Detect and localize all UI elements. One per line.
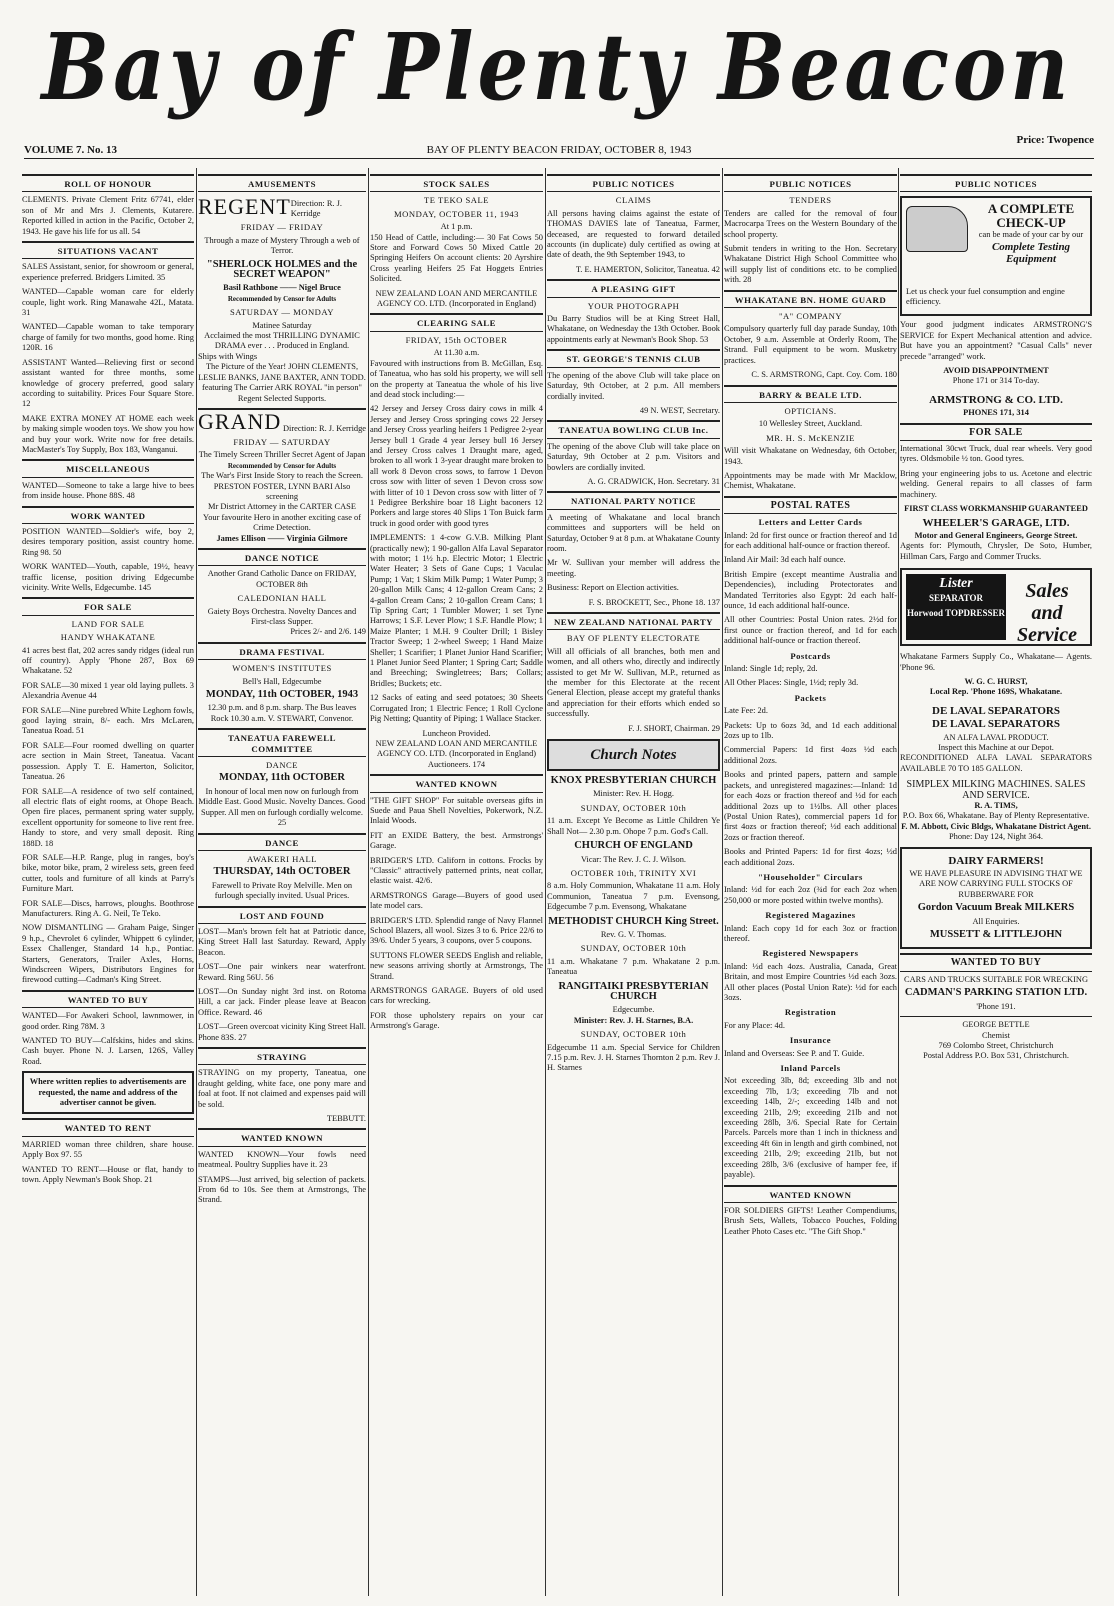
section-heading: MISCELLANEOUS — [22, 459, 194, 477]
ad: NOW DISMANTLING — Graham Paige, Singer 9 h.p., Chevrolet 6 cylinder, Whippett 6 cylinder, Essex Challenger, Standard 14 h.p., Pontiac. Starters, Generators, Trailer Axles, Horns, Windscreen Wipers, Distributors Engines for firewood cutting—Cadman's King Street. — [22, 923, 194, 985]
column-stock-sales — [370, 170, 543, 1595]
column-rule — [898, 168, 899, 1596]
line: Phone 171 or 314 To-day. — [952, 376, 1040, 386]
section-heading: SITUATIONS VACANT — [22, 241, 194, 259]
line: T. E. HAMERTON, Solicitor, Taneatua. 42 — [575, 264, 720, 274]
rate: Not exceeding 3lb, 8d; exceeding 3lb and not exceeding 7lb, 1/3; exceeding 7lb and not exceeding 14lb, 2/-; exceeding 14lb and not exceeding 21lb, 2/9; exceeding 21lb and not exceeding 28lb, 3/6. Special Rate for Certain Parcels. Parcels more than 1 inch in thickness and exceeding 4ft 6in in length and girth combined, not exceeding 21lb, 2/9; exceeding 21lb, but not exceeding 28lb, 3/6 (exclusive of hamper fee, if payable). — [724, 1076, 897, 1180]
line: "A" COMPANY — [778, 311, 843, 322]
rate: Books and Printed Papers: 1d for first 4ozs; ½d each additional 2ozs. — [724, 847, 897, 867]
rate: Inland: ½d for each 2oz (¾d for each 2oz when 250,000 or more posted within twelve months). — [724, 885, 897, 905]
rate: Inland: 2d for first ounce or fraction thereof and 1d for each additional half-ounce or fraction thereof. — [724, 530, 897, 550]
ad: FOR SALE—H.P. Range, plug in ranges, boy's bike, motor bike, pram, 2 wireless sets, green feed cutter, tools and furniture of all kinds at Parry's Furniture Mart. — [22, 852, 194, 894]
column-public-notices — [547, 170, 720, 1595]
line: Through a maze of Mystery Through a web of Terror. — [204, 235, 360, 256]
rate: Late Fee: 2d. — [724, 706, 768, 716]
ad-headline: SIMPLEX MILKING MACHINES. SALES AND SERVICE. — [906, 779, 1086, 801]
ad: SALES Assistant, senior, for showroom or general, experience preferred. Bridgers Limited. 35 — [22, 262, 194, 282]
rate: All other Countries: Postal Union rates. 2½d for first ounce or fraction thereof, and 1d for each additional half-ounce or fraction thereof. — [724, 615, 897, 646]
subheading: Registered Magazines — [765, 910, 856, 921]
ad: FOR those upholstery repairs on your car Armstrong's Garage. — [370, 1010, 543, 1031]
film-title: "SHERLOCK HOLMES and the SECRET WEAPON" — [206, 258, 358, 281]
line: Let us check your fuel consumption and engine efficiency. — [906, 286, 1065, 307]
line: Vicar: The Rev. J. C. J. Wilson. — [580, 854, 687, 864]
ad: Bring your engineering jobs to us. Acetone and electric welding. General repairs to all classes of farm machinery. — [900, 468, 1092, 499]
section-heading: CLEARING SALE — [370, 313, 543, 331]
ad: Whakatane Farmers Supply Co., Whakatane— Agents. 'Phone 96. — [900, 652, 1092, 672]
line: Prices 2/- and 2/6. 149 — [290, 627, 366, 637]
line: OCTOBER 10th, TRINITY XVI — [570, 867, 697, 878]
ad: BRIDGER'S LTD. Splendid range of Navy Flannel School Blazers, all wool. Sizes 3 to 6. Price 22/6 to 39/6. Under 5 years, 3 coupons, over 5 coupons. — [370, 915, 543, 946]
section-heading: NEW ZEALAND NATIONAL PARTY — [547, 612, 720, 630]
volume-number: VOLUME 7. No. 13 — [24, 144, 117, 156]
line: DANCE — [265, 760, 299, 771]
line: The War's First Inside Story to reach the Screen. PRESTON FOSTER, LYNN BARI Also screening — [201, 471, 363, 501]
section-heading: ST. GEORGE'S TENNIS CLUB — [547, 349, 720, 367]
ad: WANTED KNOWN—Your fowls need meatmeal. Poultry Supplies have it. 23 — [198, 1149, 366, 1170]
subheading: LAND FOR SALE — [71, 618, 145, 629]
section-heading: PUBLIC NOTICES — [724, 174, 897, 192]
subheading: "Householder" Circulars — [758, 871, 863, 882]
line: MONDAY, 11th OCTOBER — [219, 772, 345, 784]
line: A. G. CRADWICK, Hon. Secretary. 31 — [587, 476, 720, 486]
ad: MAKE EXTRA MONEY AT HOME each week by making simple wooden toys. We show you how and buy your work. Write now for free details. MacMaster's Toy Supply, Box 183, Wanganui. — [22, 413, 194, 454]
column-classifieds — [22, 170, 194, 1595]
section-heading: DANCE — [198, 833, 366, 851]
line: SUNDAY, OCTOBER 10th — [580, 943, 687, 954]
line: MR. H. S. McKENZIE — [766, 432, 855, 443]
subheading: HANDY WHAKATANE — [60, 632, 156, 643]
ad: ARMSTRONGS GARAGE. Buyers of old used cars for wrecking. — [370, 986, 543, 1006]
ad: Agents for: Plymouth, Chrysler, De Soto, Humber, Hillman Cars, Fargo and Commer Trucks. — [900, 541, 1092, 561]
line: Matinee Saturday — [252, 320, 312, 330]
ad: FOR SALE—Nine purebred White Leghorn fowls, good laying strain, 8/- each. Mrs McLaren, Taneatua Road. 51 — [22, 705, 194, 736]
ad: RECONDITIONED ALFA LAVAL SEPARATORS AVAILABLE 70 TO 185 GALLON. — [900, 753, 1092, 773]
ad: WANTED—For Awakeri School, lawnmower, in good order. Ring 78M. 3 — [22, 1011, 194, 1031]
ad: 150 Head of Cattle, including:— 30 Fat Cows 50 Store and Forward Cows 50 Mixed Cattle 20 Springing Heifers On account clients: 20 Ayrshire Cross yearling Heifers 25 Fat Hoggets Entries Solicited. — [370, 232, 543, 284]
subheading: Registration — [784, 1007, 837, 1018]
ad: LOST—Green overcoat vicinity King Street Hall. Phone 83S. 27 — [198, 1022, 366, 1042]
notice: A meeting of Whakatane and local branch committees and supporters will be held on Saturday, October 9 at 8 p.m. at Whakatane County room. — [547, 512, 720, 553]
rate: Inland: ½d each 4ozs. Australia, Canada, Great Britain, and most Empire Countries ½d each 3ozs. All other places (Postal Union Rate): ½d for each 3ozs. — [724, 961, 897, 1002]
ad: WANTED TO RENT—House or flat, handy to town. Apply Newman's Book Shop. 21 — [22, 1164, 194, 1185]
church-heading: METHODIST CHURCH King Street. — [548, 915, 719, 927]
line: Another Grand Catholic Dance on FRIDAY, OCTOBER 8th — [207, 569, 357, 589]
notice: Appointments may be made with Mr Macklow, Chemist, Whakatane. — [724, 470, 897, 491]
price: Price: Twopence — [1016, 134, 1094, 146]
section-heading: WANTED TO BUY — [22, 990, 194, 1008]
line: The Timely Screen Thriller Secret Agent of Japan — [198, 450, 366, 460]
ad: FOR SALE—Discs, harrows, ploughs. Boothrose Manufacturers. Ring A. G. Neil, Te Teko. — [22, 898, 194, 918]
ad: International 30cwt Truck, dual rear wheels. Very good tyres. Oldsmobile ½ ton. Good tyres. — [900, 444, 1092, 464]
line: OPTICIANS. — [784, 405, 837, 416]
line: All Enquiries. — [972, 916, 1020, 926]
line: F. J. SHORT, Chairman. 29 — [628, 723, 720, 733]
ad: Favoured with instructions from B. McGillan, Esq. of Taneatua, who has sold his property, we will sell on the property at Taneatua the whole of his live and dead stock including:— — [370, 358, 543, 399]
notice: 11 a.m. Whakatane 7 p.m. Whakatane 2 p.m. Taneatua — [547, 956, 720, 977]
notice: All persons having claims against the estate of THOMAS DAVIES late of Taneatua, Farmer, deceased, are requested to forward detailed accounts (in duplicate) duly certified as owing at date of death, the 9th September 1943, to — [547, 208, 720, 260]
notice: 11 a.m. Except Ye Become as Little Children Ye Shall Not— 2.30 p.m. Ohope 7 p.m. God's Call. — [547, 816, 720, 836]
dateline — [24, 134, 1094, 159]
line: Basil Rathbone —— Nigel Bruce — [223, 283, 341, 293]
line: WOMEN'S INSTITUTES — [232, 663, 332, 674]
line: In honour of local men now on furlough from Middle East. Good Music. Novelty Dances. Good Supper. All men on furlough cordially welcome. 25 — [198, 786, 366, 828]
section-heading: ROLL OF HONOUR — [22, 174, 194, 192]
ad: ASSISTANT Wanted—Relieving first or second assistant wanted for three months, some knowledge of grocery preferred, good salary according to suitability. Prices Four Square Store. 12 — [22, 357, 194, 409]
line: Farewell to Private Roy Melville. Men on furlough specially invited. Usual Prices. — [211, 880, 353, 901]
line: FRIDAY — FRIDAY — [240, 222, 324, 233]
regent-theatre-name: REGENT — [198, 194, 291, 220]
line: Ships with Wings — [198, 351, 258, 361]
ad: LOST—One pair winkers near waterfront. Reward. Ring 56U. 56 — [198, 962, 366, 982]
notice: The opening of the above Club will take place on Saturday, 9th October, at 2 p.m. All members cordially invited. — [547, 370, 720, 401]
line: SUNDAY, OCTOBER 10th — [580, 802, 687, 813]
line: 49 N. WEST, Secretary. — [639, 405, 720, 415]
line: can be made of your car by our — [978, 230, 1084, 240]
line: Luncheon Provided. — [422, 728, 491, 738]
subheading: TE TEKO SALE — [423, 195, 490, 206]
notice: The opening of the above Club will take place on Saturday, 9th October at 2 p.m. Visitors and bowlers are cordially invited. — [547, 441, 720, 472]
company-name: ARMSTRONG & CO. LTD. — [929, 393, 1063, 406]
rate: Packets: Up to 6ozs 3d, and 1d each additional 2ozs up to 1lb. — [724, 720, 897, 741]
section-heading: STRAYING — [198, 1047, 366, 1065]
line: MONDAY, OCTOBER 11, 1943 — [394, 208, 519, 219]
subheading: CLAIMS — [615, 195, 652, 206]
lister-logo: Lister SEPARATOR Horwood TOPDRESSER — [906, 574, 1006, 640]
ad: 12 Sacks of eating and seed potatoes; 30 Sheets Corrugated Iron; 1 Electric Fence; 1 Roll Cyclone Pig Netting; Quantity of Piping; 1 Wallace Stacker. — [370, 693, 543, 724]
line: CALEDONIAN HALL — [237, 593, 327, 604]
ad: WANTED—Someone to take a large hive to bees from inside house. Phone 88S. 48 — [22, 480, 194, 501]
ad: 42 Jersey and Jersey Cross dairy cows in milk 4 Jersey and Jersey Cross springing cows 22 Jersey and Jersey Cross yearling heifers 1 Pedigree 2-year Jersey bull 1 Grade 4 year Jersey bull 16 Jersey and Jersey Cross calves 1 Draught mare, aged, broken to all work 1 3-year draught mare broken to all work 8 Devon cross sows, to farrow 1 Devon cross sow with litter of seven 1 Devon cross sow with litter of 10 1 Devon cross sow with litter of 7 1 Pedigree Berkshire boar 18 Light baconers 12 Porkers and large stores 40 Slips 1 Ton Buick farm truck in good order with good tyres — [370, 404, 543, 528]
line: Gaiety Boys Orchestra. Novelty Dances and First-class Supper. — [207, 606, 357, 626]
column-amusements — [198, 170, 366, 1595]
ad: LOST—On Sunday night 3rd inst. on Rotoma Hill, a car jack. Finder please leave at Beacon Office. Reward. 46 — [198, 986, 366, 1017]
line: MONDAY, 11th OCTOBER, 1943 — [205, 689, 359, 701]
notice: Submit tenders in writing to the Hon. Secretary Whakatane District High School Committee who will supply list of conditions etc. to be complied with. 28 — [724, 244, 897, 285]
notice: Edgecumbe 11 a.m. Special Service for Children 7.15 p.m. Rev. J. H. Starnes Thornton 2 p.m. Rev J. H. Starnes — [547, 1042, 720, 1073]
section-heading: POSTAL RATES — [724, 496, 897, 514]
masthead — [0, 8, 1114, 130]
line: Recommended by Censor for Adults — [227, 294, 337, 303]
line: TEBBUTT. — [326, 1114, 366, 1124]
line: 12.30 p.m. and 8 p.m. sharp. The Bus leaves Rock 10.30 a.m. V. STEWART, Convenor. — [207, 703, 357, 723]
ad: "THE GIFT SHOP" For suitable overseas gifts in Suede and Paua Shell Novelties, Pokerwork, N.Z. Inlaid Woods. — [370, 795, 543, 826]
line: 'Phone 191. — [976, 1001, 1016, 1011]
line: Bell's Hall, Edgecumbe — [242, 676, 322, 686]
ad-headline: DE LAVAL SEPARATORS — [932, 718, 1060, 731]
line: F. S. BROCKETT, Sec., Phone 18. 137 — [588, 597, 720, 607]
column-advertisements — [900, 170, 1092, 1595]
section-heading: TANEATUA BOWLING CLUB Inc. — [547, 420, 720, 438]
subheading: Postcards — [790, 650, 831, 661]
grand-header — [198, 408, 366, 434]
line: FRIDAY — SATURDAY — [233, 436, 331, 447]
subheading: Registered Newspapers — [762, 948, 859, 959]
direction: Direction: R. J. Kerridge — [290, 198, 342, 218]
section-heading: WANTED TO BUY — [900, 953, 1092, 971]
section-heading: NATIONAL PARTY NOTICE — [547, 491, 720, 509]
notice: Mr W. Sullivan your member will address the meeting. — [547, 558, 720, 578]
section-heading: A PLEASING GIFT — [547, 279, 720, 297]
notice: CLEMENTS. Private Clement Fritz 67741, elder son of Mr and Mrs J. Clements, Kutarere. Reported killed in action in the Pacific, October 2, 1943. He gave his life for us all. 54 — [22, 195, 194, 236]
notice: Will all officials of all branches, both men and women, and all others who, directly and indirectly assisted to get Mr W. Sullivan, M.P., returned as the member for this Electorate at the recent General Election, please accept my grateful thanks and appreciation for their efforts which ended so successfully. — [547, 646, 720, 719]
line: THURSDAY, 14th OCTOBER — [213, 866, 351, 878]
notice: Du Barry Studios will be at King Street Hall, Whakatane, on Wednesday the 13th October. Book appointments early at Newman's Book Shop. 53 — [547, 314, 720, 344]
line: Local Rep. 'Phone 169S, Whakatane. — [929, 687, 1063, 697]
section-heading: DANCE NOTICE — [198, 548, 366, 566]
line: AN ALFA LAVAL PRODUCT. — [943, 732, 1049, 742]
section-heading: DRAMA FESTIVAL — [198, 642, 366, 660]
subheading: Inland Parcels — [780, 1063, 841, 1074]
section-heading: WANTED TO RENT — [22, 1118, 194, 1136]
section-heading: WANTED KNOWN — [724, 1185, 897, 1203]
line: SATURDAY — MONDAY — [229, 307, 334, 318]
line: Gordon Vacuum Break MILKERS — [917, 902, 1075, 914]
line: R. A. TIMS, — [974, 801, 1018, 810]
ad: STAMPS—Just arrived, big selection of packets. From 6d to 10s. See them at Armstrongs, The Strand. — [198, 1174, 366, 1205]
subheading: Letters and Letter Cards — [758, 517, 863, 528]
section-heading: WANTED KNOWN — [370, 774, 543, 792]
line: YOUR PHOTOGRAPH — [587, 300, 680, 311]
line: AVOID DISAPPOINTMENT — [943, 366, 1049, 376]
issue-date: BAY OF PLENTY BEACON FRIDAY, OCTOBER 8, 1943 — [426, 144, 692, 156]
line: FIRST CLASS WORKMANSHIP GUARANTEED — [904, 504, 1088, 514]
line: Mr District Attorney in the CARTER CASE — [208, 502, 356, 512]
section-heading: BARRY & BEALE LTD. — [724, 385, 897, 403]
subheading: Insurance — [789, 1035, 832, 1046]
notice: 8 a.m. Holy Communion, Whakatane 11 a.m. Holy Communion, Taneatua 7 p.m. Evensong, Edgecumbe 7 p.m. Evensong, Whakatane — [547, 881, 720, 912]
section-heading: WORK WANTED — [22, 506, 194, 524]
line: NEW ZEALAND LOAN AND MERCANTILE AGENCY CO. LTD. (Incorporated in England) Auctioneers. 174 — [375, 738, 538, 769]
line: Chemist — [982, 1030, 1010, 1040]
ad: Your good judgment indicates ARMSTRONG'S SERVICE for Expert Mechanical attention and advice. But have you an appointment? "Casual Calls" never precede "arranged" work. — [900, 320, 1092, 361]
ad: MARRIED woman three children, share house. Apply Box 97. 55 — [22, 1139, 194, 1160]
ad: POSITION WANTED—Soldier's wife, boy 2, desires temporary position, assist country home. Ring 98. 50 — [22, 526, 194, 557]
church-heading: CHURCH OF ENGLAND — [574, 840, 693, 852]
rate: Commercial Papers: 1d first 4ozs ½d each additional 2ozs. — [724, 745, 897, 765]
company-name: WHEELER'S GARAGE, LTD. — [922, 516, 1070, 529]
subheading: BAY OF PLENTY ELECTORATE — [566, 633, 701, 644]
section-heading: AMUSEMENTS — [198, 174, 366, 192]
ad: FOR SALE—30 mixed 1 year old laying pullets. 3 Alexandria Avenue 44 — [22, 680, 194, 701]
line: PHONES 171, 314 — [963, 408, 1029, 418]
dairy-farmers-ad — [900, 847, 1092, 950]
line: The Picture of the Year! JOHN CLEMENTS, LESLIE BANKS, JANE BAXTER, ANN TODD. featuring The Carrier ARK ROYAL "in person" Regent Selected Supports. — [198, 362, 366, 403]
section-heading: TANEATUA FAREWELL COMMITTEE — [198, 728, 366, 757]
column-rule — [722, 168, 723, 1596]
ad: IMPLEMENTS: 1 4-cow G.V.B. Milking Plant (practically new); 1 90-gallon Alfa Laval Separator with motor; 1 1½ h.p. Electric Motor; 1 Electric Water Heater; 3 Sets of Gane Cups; 1 Vaculac Pump; 1 Vat; 1 Skim Milk Pump; 1 Water Pump; 3 20-gallon Milk Cans; 4 12-gallon Cream Cans; 2 4-gallon Cream Cans; 2 10-gallon Cream Cans; 1 Tip Spring Cart; 1 Tumbler Mower; 1 set Tyne Harrows; 1 S.F. Lever Plow; 1 S.F. Handle Plow; 1 Maize Planter; 1 M.H. 9 Coulter Drill; 1 Bisley Tractor Sweep; 1 2-wheel Sweep; 1 Hand Maize Sheller; 1 Scarifier; 1 Planet Junior Hand Scarifier; 1 Planet Junior Seed Planter; 1 Spring Cart; Saddle and Breeching; Swingletrees; Bars; Collars; Bridles; Buckets; etc. — [370, 533, 543, 688]
church-notes-banner: Church Notes — [547, 739, 720, 771]
ad: 41 acres best flat, 202 acres sandy ridges (ideal run off country). Apply 'Phone 287, Box 69 Whakatane. 52 — [22, 645, 194, 676]
section-heading: PUBLIC NOTICES — [547, 174, 720, 192]
section-heading: PUBLIC NOTICES — [900, 174, 1092, 192]
line: WE HAVE PLEASURE IN ADVISING THAT WE ARE NOW CARRYING FULL STOCKS OF RUBBERWARE FOR — [909, 869, 1083, 899]
newspaper-title: Bay of Plenty Beacon — [41, 12, 1073, 122]
ad-headline: DE LAVAL SEPARATORS — [932, 704, 1060, 717]
line: GEORGE BETTLE — [900, 1016, 1092, 1030]
company-name: CADMAN'S PARKING STATION LTD. — [904, 987, 1088, 999]
line: Acclaimed the most THRILLING DYNAMIC DRAMA ever . . . Produced in England. — [204, 331, 360, 351]
column-notices-postal — [724, 170, 897, 1595]
line: At 11.30 a.m. — [433, 348, 480, 358]
notice: Will visit Whakatane on Wednesday, 6th October, 1943. — [724, 446, 897, 466]
rate: Inland Air Mail: 3d each half ounce. — [724, 555, 846, 565]
line: Rev. G. V. Thomas. — [600, 929, 667, 939]
column-rule — [196, 168, 197, 1596]
line: FRIDAY, 15th OCTOBER — [405, 334, 508, 345]
section-heading: WHAKATANE BN. HOME GUARD — [724, 290, 897, 308]
line: Motor and General Engineers, George Street. — [914, 530, 1078, 540]
rate: Inland: Each copy 1d for each 3oz or fraction thereof. — [724, 923, 897, 943]
direction: Direction: R. J. Kerridge — [282, 423, 366, 433]
ad: LOST—Man's brown felt hat at Patriotic dance, King Street Hall last Saturday. Reward, Apply Beacon. — [198, 926, 366, 957]
notice: Compulsory quarterly full day parade Sunday, 10th October, 9 a.m. Assemble at Orderly Room, The Strand. Full equipment to be worn. Musketry practices. — [724, 324, 897, 365]
line: Complete Testing Equipment — [991, 240, 1071, 265]
church-heading: RANGITAIKI PRESBYTERIAN CHURCH — [558, 980, 709, 1002]
notice: Business: Report on Election activities. — [547, 583, 679, 593]
rate: Inland and Overseas: See P. and T. Guide. — [724, 1048, 865, 1058]
ad: SUTTONS FLOWER SEEDS English and reliable, new seasons arriving shortly at Armstrongs, The Strand. — [370, 950, 543, 981]
section-heading: LOST AND FOUND — [198, 906, 366, 924]
ad: FIT an EXIDE Battery, the best. Armstrongs' Garage. — [370, 830, 543, 851]
line: CARS AND TRUCKS SUITABLE FOR WRECKING — [904, 974, 1088, 984]
notice: Tenders are called for the removal of four Macrocarpa Trees on the Western Boundary of the school property. — [724, 208, 897, 239]
section-heading: STOCK SALES — [370, 174, 543, 192]
line: Inspect this Machine at our Depot. — [938, 742, 1054, 752]
grand-theatre-name: GRAND — [198, 408, 282, 434]
line: NEW ZEALAND LOAN AND MERCANTILE AGENCY CO. LTD. (Incorporated in England) — [375, 288, 538, 309]
checkup-ad — [900, 196, 1092, 316]
ad: ARMSTRONGS Garage—Buyers of good used late model cars. — [370, 890, 543, 911]
church-heading: KNOX PRESBYTERIAN CHURCH — [550, 775, 717, 787]
line: SUNDAY, OCTOBER 10th — [580, 1029, 687, 1040]
ad-headline: DAIRY FARMERS! — [948, 854, 1044, 867]
subheading: TENDERS — [789, 195, 832, 206]
sales-service: Sales and Service — [1017, 580, 1077, 647]
rate: For any Place: 4d. — [724, 1020, 785, 1030]
ad: BRIDGER'S LTD. Californ in cottons. Frocks by "Classic" attractively patterned prints, neat collar, elastic waist. 42/6. — [370, 855, 543, 886]
line: P.O. Box 66, Whakatane. Bay of Plenty Representative. — [902, 811, 1090, 821]
ad: WANTED—Capable woman care for elderly couple, light work. Ring Manawahe 42L, Matata. 31 — [22, 287, 194, 318]
notice-box: Where written replies to advertisements are requested, the name and address of the advertiser cannot be given. — [22, 1071, 194, 1114]
regent-header — [198, 195, 366, 219]
line: 769 Colombo Street, Christchurch — [938, 1040, 1054, 1050]
section-heading: FOR SALE — [900, 423, 1092, 441]
rate: British Empire (except meantime Australia and Dependencies), including Protectorates and Mandated Territories also Egypt: 2d each half-ounce, 1d each additional half-ounce. — [724, 569, 897, 610]
car-icon — [906, 206, 968, 252]
rate: Inland: Single 1d; reply, 2d. — [724, 664, 818, 674]
line: Minister: Rev. J. H. Starnes, B.A. — [573, 1015, 694, 1025]
column-rule — [368, 168, 369, 1596]
ad-headline: A COMPLETE CHECK-UP — [987, 201, 1075, 231]
section-heading: WANTED KNOWN — [198, 1128, 366, 1146]
line: AWAKERI HALL — [247, 853, 317, 864]
ad: WANTED TO BUY—Calfskins, hides and skins. Cash buyer. Phone N. J. Larsen, 126S, Valley Road. — [22, 1036, 194, 1066]
line: Your favourite Hero in another exciting case of Crime Detection. — [203, 512, 361, 533]
section-heading: FOR SALE — [22, 597, 194, 615]
line: Edgecumbe. — [612, 1005, 655, 1015]
line: Minister: Rev. H. Hogg. — [593, 789, 674, 799]
line: C. S. ARMSTRONG, Capt. Coy. Com. 180 — [751, 370, 897, 380]
rate: Books and printed papers, pattern and sample packets, and unregistered magazines:—Inland: 1d for each 4ozs or fraction thereof and ½d for each additional 2ozs up to 1½lbs. All other places (Postal Union Rates), commercial papers 1d for first 4ozs or fraction thereof; ½d each additional 2ozs or fraction thereof. — [724, 770, 897, 842]
line: At 1 p.m. — [440, 222, 473, 232]
ad: FOR SALE—Four roomed dwelling on quarter acre section in Main Street, Taneatua. Vacant possession. Apply T. E. Hamerton, Solicitor, Taneatua. 26 — [22, 740, 194, 782]
ad: FOR SOLDIERS GIFTS! Leather Compendiums, Brush Sets, Wallets, Tobacco Pouches, Folding Leather Photo Cases etc. "The Gift Shop." — [724, 1205, 897, 1236]
line: F. M. Abbott, Civic Bldgs, Whakatane District Agent. — [901, 821, 1091, 831]
ad: WORK WANTED—Youth, capable, 19½, heavy traffic license, position driving Edgecumbe vicinity. Write Wells, Edgecumbe. 145 — [22, 562, 194, 592]
lister-ad — [900, 568, 1092, 646]
line: Postal Address P.O. Box 531, Christchurch. — [923, 1051, 1069, 1061]
line: W. G. C. HURST, — [964, 676, 1028, 686]
line: MUSSETT & LITTLEJOHN — [929, 929, 1063, 941]
line: James Ellison —— Virginia Gilmore — [216, 533, 348, 543]
subheading: Packets — [794, 692, 827, 703]
line: Recommended by Censor for Adults — [227, 461, 337, 470]
line: 10 Wellesley Street, Auckland. — [758, 419, 863, 429]
line: Phone: Day 124, Night 364. — [949, 832, 1043, 842]
ad: FOR SALE—A residence of two self contained, all electric flats of eight rooms, at Ohope Beach. Open fire places, permanent spring water supply, excellent opportunity for someone to live rent free. Handy to store, and very small deposit. Ring 188D. 18 — [22, 786, 194, 848]
ad: WANTED—Capable woman to take temporary charge of family for two months, good home. Ring 120R. 16 — [22, 322, 194, 353]
ad: STRAYING on my property, Taneatua, one draught gelding, white face, one pony mare and foal at foot. If not claimed and expenses paid will be sold. — [198, 1068, 366, 1109]
rate: All Other Places: Single, 1½d; reply 3d. — [724, 678, 859, 688]
column-rule — [545, 168, 546, 1596]
